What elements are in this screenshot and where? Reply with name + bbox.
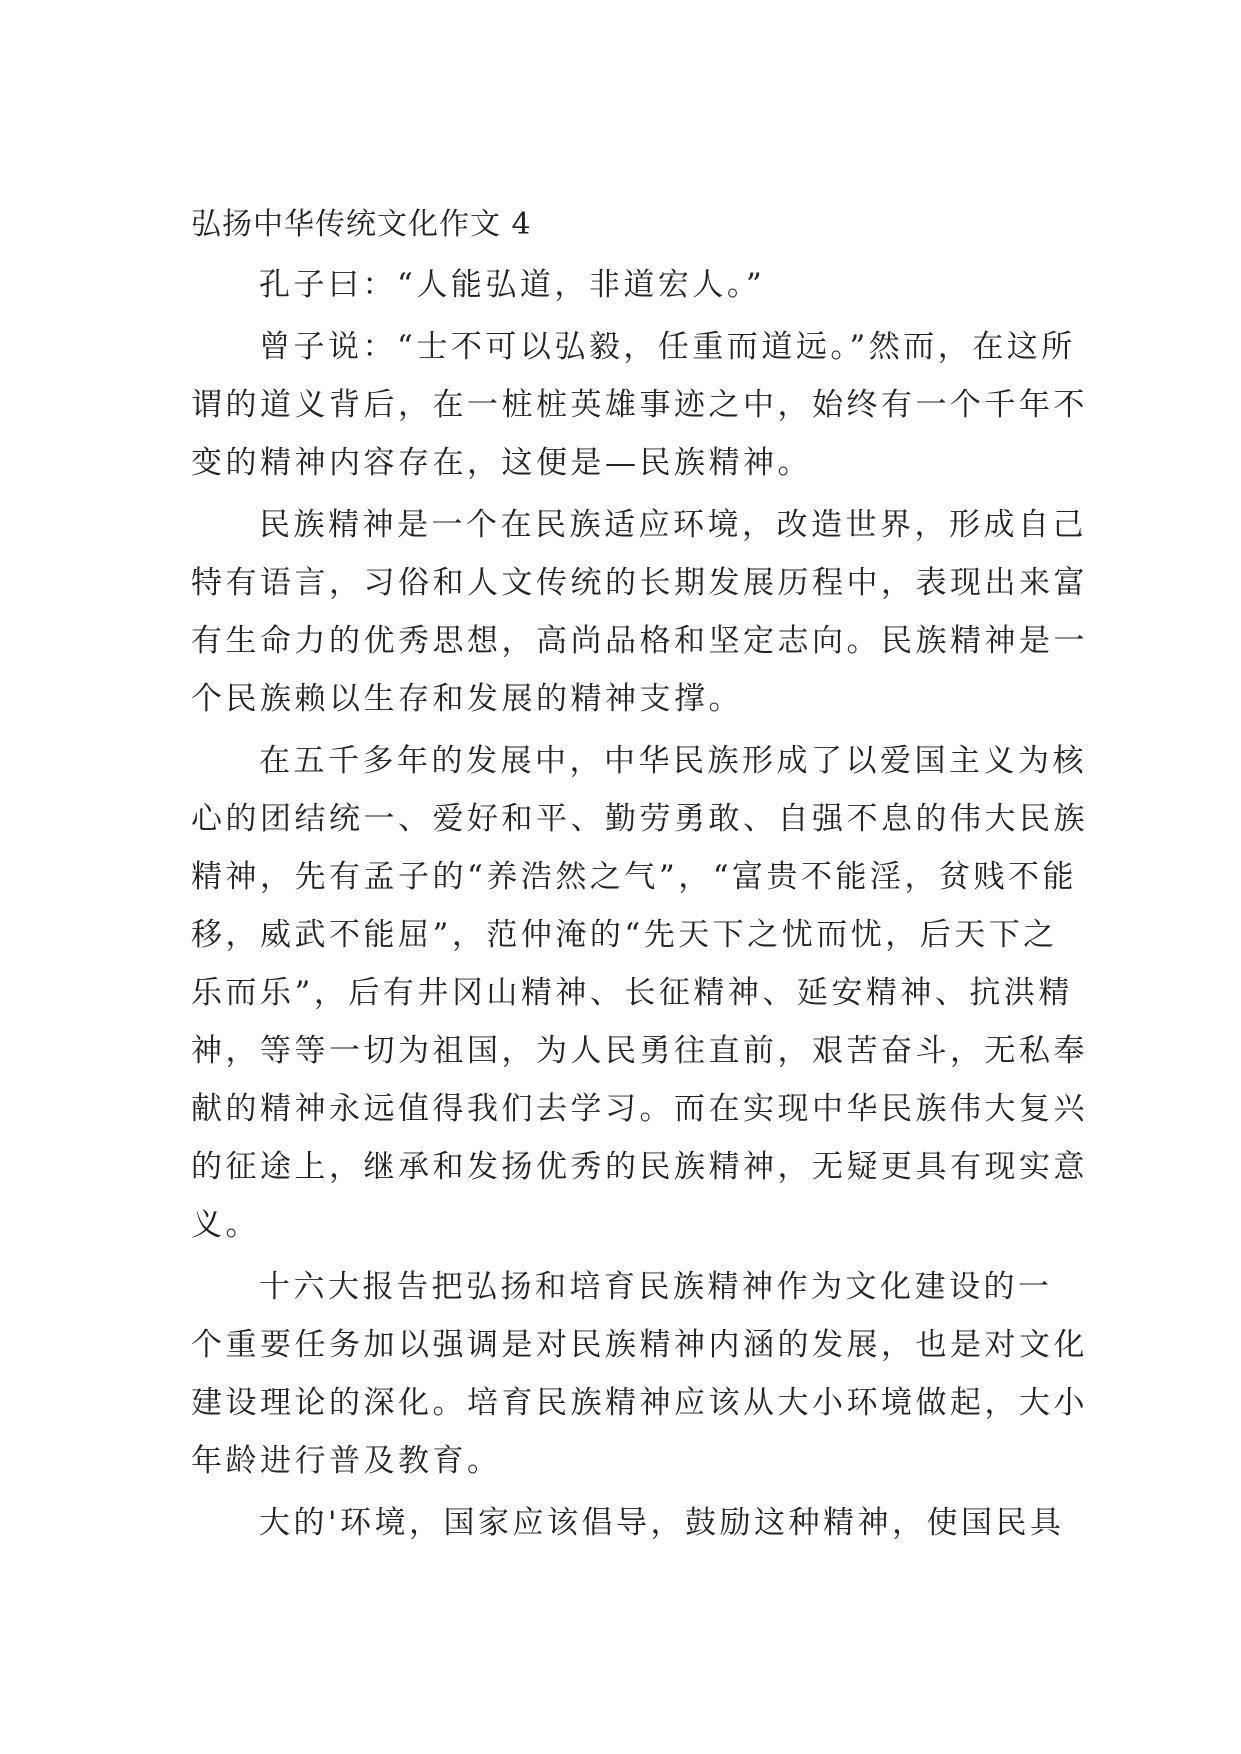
paragraph-4 <box>191 732 1088 1254</box>
paragraph-line: 民族精神是一个在民族适应环境，改造世界，形成自己 <box>259 507 1087 543</box>
document-body <box>191 196 1088 1552</box>
paragraph-line: 年龄进行普及教育。 <box>191 1443 502 1479</box>
paragraph-line: 个民族赖以生存和发展的精神支撑。 <box>191 681 743 717</box>
paragraph-line: 特有语言，习俗和人文传统的长期发展历程中，表现出来富 <box>191 565 1088 601</box>
paragraph-line: 大的'环境，国家应该倡导，鼓励这种精神，使国民具 <box>259 1505 1065 1541</box>
paragraph-line: 的征途上，继承和发扬优秀的民族精神，无疑更具有现实意 <box>191 1149 1088 1185</box>
paragraph-line: 谓的道义背后，在一桩桩英雄事迹之中，始终有一个千年不 <box>191 387 1088 423</box>
paragraph-line: 神，等等一切为祖国，为人民勇往直前，艰苦奋斗，无私奉 <box>191 1033 1088 1069</box>
paragraph-line: 心的团结统一、爱好和平、勤劳勇敢、自强不息的伟大民族 <box>191 801 1088 837</box>
paragraph-6 <box>191 1494 1065 1552</box>
document-title: 弘扬中华传统文化作文 4 <box>191 207 532 242</box>
paragraph-line: 变的精神内容存在，这便是—民族精神。 <box>191 445 812 481</box>
paragraph-1 <box>191 256 1051 314</box>
paragraph-3 <box>191 496 1088 728</box>
paragraph-line: 义。 <box>191 1207 260 1243</box>
paragraph-line: 个重要任务加以强调是对民族精神内涵的发展，也是对文化 <box>191 1327 1088 1363</box>
paragraph-line: 曾子说：“士不可以弘毅，任重而道远。”然而，在这所 <box>259 329 1076 365</box>
paragraph-line: 建设理论的深化。培育民族精神应该从大小环境做起，大小 <box>191 1385 1088 1421</box>
paragraph-5 <box>191 1258 1088 1490</box>
paragraph-line: 乐而乐”，后有井冈山精神、长征精神、延安精神、抗洪精 <box>191 975 1073 1011</box>
paragraph-line: 在五千多年的发展中，中华民族形成了以爱国主义为核 <box>259 743 1087 779</box>
paragraph-line: 精神，先有孟子的“养浩然之气”，“富贵不能淫，贫贱不能 <box>191 859 1078 895</box>
paragraph-line: 有生命力的优秀思想，高尚品格和坚定志向。民族精神是一 <box>191 623 1088 659</box>
paragraph-line: 十六大报告把弘扬和培育民族精神作为文化建设的一 <box>259 1269 1053 1305</box>
paragraph-line: 献的精神永远值得我们去学习。而在实现中华民族伟大复兴 <box>191 1091 1088 1127</box>
paragraph-line: 孔子曰：“人能弘道，非道宏人。” <box>259 267 766 303</box>
paragraph-line: 移，威武不能屈”，范仲淹的“先天下之忧而忧，后天下之 <box>191 917 1058 953</box>
paragraph-2 <box>191 318 1088 492</box>
